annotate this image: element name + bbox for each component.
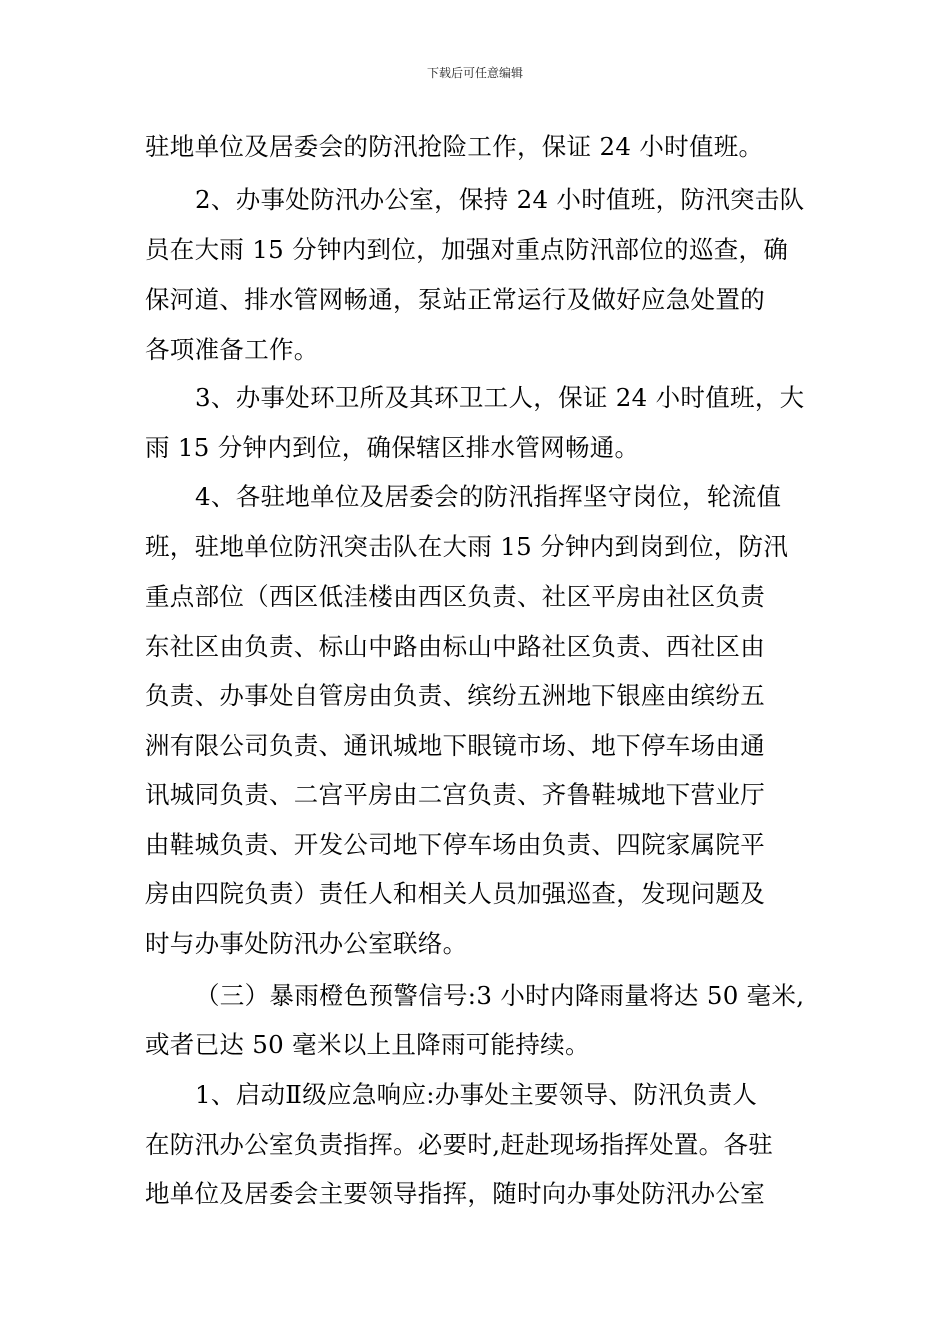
text-line: 4、各驻地单位及居委会的防汛指挥坚守岗位，轮流值 [195,482,782,511]
text-line: 1、启动Ⅱ级应急响应:办事处主要领导、防汛负责人 [195,1080,758,1109]
text-line: 房由四院负责）责任人和相关人员加强巡查，发现问题及 [145,879,765,908]
page-header-note: 下载后可任意编辑 [426,66,523,80]
text-line: 由鞋城负责、开发公司地下停车场由负责、四院家属院平 [145,830,765,859]
text-line: 员在大雨 15 分钟内到位，加强对重点防汛部位的巡查，确 [145,235,789,264]
text-line: 3、办事处环卫所及其环卫工人，保证 24 小时值班，大 [195,383,805,412]
text-line: 或者已达 50 毫米以上且降雨可能持续。 [145,1030,590,1059]
text-line: 地单位及居委会主要领导指挥，随时向办事处防汛办公室 [145,1179,765,1208]
text-line: （三）暴雨橙色预警信号:3 小时内降雨量将达 50 毫米, [195,981,805,1010]
text-line: 班，驻地单位防汛突击队在大雨 15 分钟内到岗到位，防汛 [145,532,789,561]
text-line: 讯城同负责、二宫平房由二宫负责、齐鲁鞋城地下营业厅 [145,780,765,809]
text-line: 负责、办事处自管房由负责、缤纷五洲地下银座由缤纷五 [145,681,765,710]
text-line: 重点部位（西区低洼楼由西区负责、社区平房由社区负责 [145,582,765,611]
text-line: 保河道、排水管网畅通，泵站正常运行及做好应急处置的 [145,285,765,314]
text-line: 驻地单位及居委会的防汛抢险工作，保证 24 小时值班。 [145,132,764,161]
text-line: 东社区由负责、标山中路由标山中路社区负责、西社区由 [145,632,765,661]
text-line: 洲有限公司负责、通讯城地下眼镜市场、地下停车场由通 [145,731,765,760]
text-line: 雨 15 分钟内到位，确保辖区排水管网畅通。 [145,433,640,462]
text-line: 各项准备工作。 [145,335,319,364]
text-line: 2、办事处防汛办公室，保持 24 小时值班，防汛突击队 [195,185,805,214]
text-line: 时与办事处防汛办公室联络。 [145,929,468,958]
text-line: 在防汛办公室负责指挥。必要时,赶赴现场指挥处置。各驻 [145,1130,774,1159]
